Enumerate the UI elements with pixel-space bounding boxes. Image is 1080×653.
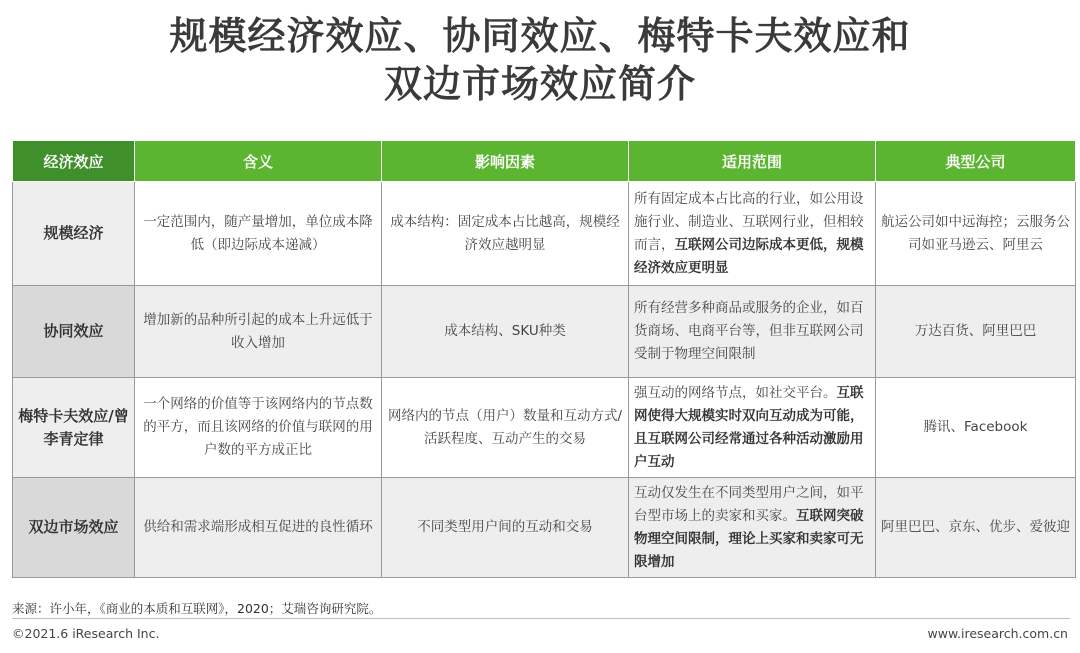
effects-table <box>12 140 1076 578</box>
scope-cell <box>629 478 876 578</box>
meaning-cell: 一个网络的价值等于该网络内的节点数的平方，而且该网络的价值与联网的用户数的平方成正比 <box>135 378 382 478</box>
meaning-cell: 供给和需求端形成相互促进的良性循环 <box>135 478 382 578</box>
table-header-row <box>13 141 1076 182</box>
effect-name: 梅特卡夫效应/曾李青定律 <box>13 378 135 478</box>
companies-cell: 万达百货、阿里巴巴 <box>876 286 1076 378</box>
factors-cell: 成本结构、SKU种类 <box>382 286 629 378</box>
factors-cell: 不同类型用户间的互动和交易 <box>382 478 629 578</box>
effect-name: 规模经济 <box>13 182 135 286</box>
page-title <box>0 12 1080 108</box>
source-note: 来源：许小年，《商业的本质和互联网》，2020；艾瑞咨询研究院。 <box>12 601 382 616</box>
table-row <box>13 182 1076 286</box>
scope-plain: 所有固定成本占比高的行业，如公用设施行业、制造业、互联网行业，但相较而言， <box>634 190 864 253</box>
title-line-1: 规模经济效应、协同效应、梅特卡夫效应和 <box>169 14 911 58</box>
header-scope: 适用范围 <box>629 141 876 182</box>
scope-plain: 所有经营多种商品或服务的企业，如百货商场、电商平台等，但非互联网公司受制于物理空间限制 <box>634 300 864 362</box>
scope-bold: 互联网突破物理空间限制，理论上买家和卖家可无限增加 <box>634 507 864 570</box>
header-factors: 影响因素 <box>382 141 629 182</box>
scope-bold: 互联网公司边际成本更低，规模经济效应更明显 <box>634 236 864 276</box>
header-companies: 典型公司 <box>876 141 1076 182</box>
factors-cell: 成本结构：固定成本占比越高，规模经济效应越明显 <box>382 182 629 286</box>
companies-cell: 航运公司如中远海控；云服务公司如亚马逊云、阿里云 <box>876 182 1076 286</box>
scope-cell <box>629 286 876 378</box>
scope-bold: 互联网使得大规模实时双向互动成为可能，且互联网公司经常通过各种活动激励用户互动 <box>634 384 864 470</box>
header-effect: 经济效应 <box>13 141 135 182</box>
title-line-2: 双边市场效应简介 <box>383 62 696 106</box>
website-link[interactable]: www.iresearch.com.cn <box>927 626 1068 641</box>
companies-cell: 阿里巴巴、京东、优步、爱彼迎 <box>876 478 1076 578</box>
scope-cell <box>629 182 876 286</box>
copyright: ©2021.6 iResearch Inc. <box>12 626 160 641</box>
scope-plain: 互动仅发生在不同类型用户之间，如平台型市场上的卖家和买家。 <box>634 484 864 524</box>
footer-divider <box>12 618 1070 619</box>
factors-cell: 网络内的节点（用户）数量和互动方式/活跃程度、互动产生的交易 <box>382 378 629 478</box>
effect-name: 协同效应 <box>13 286 135 378</box>
effect-name: 双边市场效应 <box>13 478 135 578</box>
table-row <box>13 478 1076 578</box>
meaning-cell: 增加新的品种所引起的成本上升远低于收入增加 <box>135 286 382 378</box>
meaning-cell: 一定范围内，随产量增加，单位成本降低（即边际成本递减） <box>135 182 382 286</box>
scope-plain: 强互动的网络节点，如社交平台。 <box>634 384 837 401</box>
table-row <box>13 378 1076 478</box>
table-row <box>13 286 1076 378</box>
scope-cell <box>629 378 876 478</box>
header-meaning: 含义 <box>135 141 382 182</box>
companies-cell: 腾讯、Facebook <box>876 378 1076 478</box>
